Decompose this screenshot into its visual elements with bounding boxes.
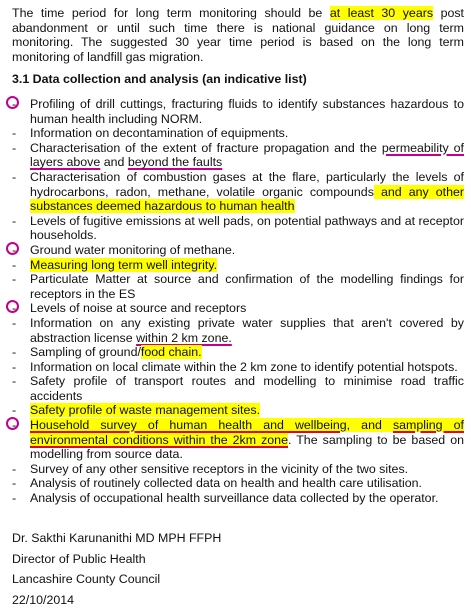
signatory-role: Director of Public Health [12,551,146,566]
list-item: - Safety profile of waste management sites. [12,403,261,418]
list-item: - Sampling of ground/food chain. [12,345,202,360]
highlighted-text: food chain. [140,345,202,360]
list-item: - Information on any existing private water supplies that aren't covered by abstraction license within 2 km zone. [12,315,464,345]
highlighted-text: and any other substances deemed hazardous to human health [30,184,464,214]
list-item: - Levels of fugitive emissions at well pads, on potential pathways and at receptor households. [12,213,464,243]
signature-block [12,531,221,613]
list-item: - Household survey of human health and wellbeing, and sampling of environmental conditions within the 2km zone. The sampling to be based on modelling from source data. [12,418,464,462]
intro-highlight: at least 30 years [329,6,434,20]
indicative-list [12,97,464,506]
list-item: - Characterisation of the extent of fracture propagation and the permeability of layers above and beyond the faults [12,140,465,170]
intro-text-1: The time period for long term monitoring should be [12,6,330,20]
list-item: - Particulate Matter at source and confirmation of the modelling findings for receptors in the ES [12,272,464,301]
document-date: 22/10/2014 [12,592,75,607]
list-item: - Profiling of drill cuttings, fracturing fluids to identify substances hazardous to human health including NORM. [12,97,464,126]
list-item: - Analysis of routinely collected data on health and health care utilisation. [12,476,422,491]
highlighted-text: Safety profile of waste management sites. [30,403,261,418]
list-item: - Levels of noise at source and receptors [12,301,464,316]
list-item: - Characterisation of combustion gases at the flare, particularly the levels of hydrocarbons, radon, methane, volatile organic compounds and any other substances deemed hazardous to human health [12,169,464,214]
list-item: - Ground water monitoring of methane. [12,243,464,258]
underlined-text: within 2 km zone. [136,330,232,345]
list-item: - Information on local climate within the 2 km zone to identify potential hotspots. [12,359,458,374]
intro-paragraph [12,6,464,64]
list-item: - Analysis of occupational health surveillance data collected by the operator. [12,491,439,506]
section-heading: 3.1 Data collection and analysis (an indicative list) [12,72,307,86]
underlined-text: beyond the faults [127,155,223,170]
list-item: - Measuring long term well integrity. [12,257,218,272]
list-item: - Information on decontamination of equipments. [12,126,289,141]
highlighted-underlined-text: Household survey of human health and wellbeing [30,418,347,433]
intro-text-2: post abandonment or until such time there is national guidance on long term monitoring. The suggested 30 year time period is based on the long term monitoring of landfill gas migration. [12,6,465,64]
signatory-name: Dr. Sakthi Karunanithi MD MPH FFPH [12,531,222,545]
list-item: - Survey of any other sensitive receptors in the vicinity of the two sites. [12,461,409,476]
list-item: - Safety profile of transport routes and modelling to minimise road traffic accidents [12,374,464,403]
highlighted-text: Measuring long term well integrity. [30,257,218,272]
signatory-organisation: Lancashire County Council [12,572,161,587]
underlined-text: permeability of layers above [30,140,465,170]
highlighted-underlined-text: sampling of environmental conditions within the 2km zone [30,418,464,447]
